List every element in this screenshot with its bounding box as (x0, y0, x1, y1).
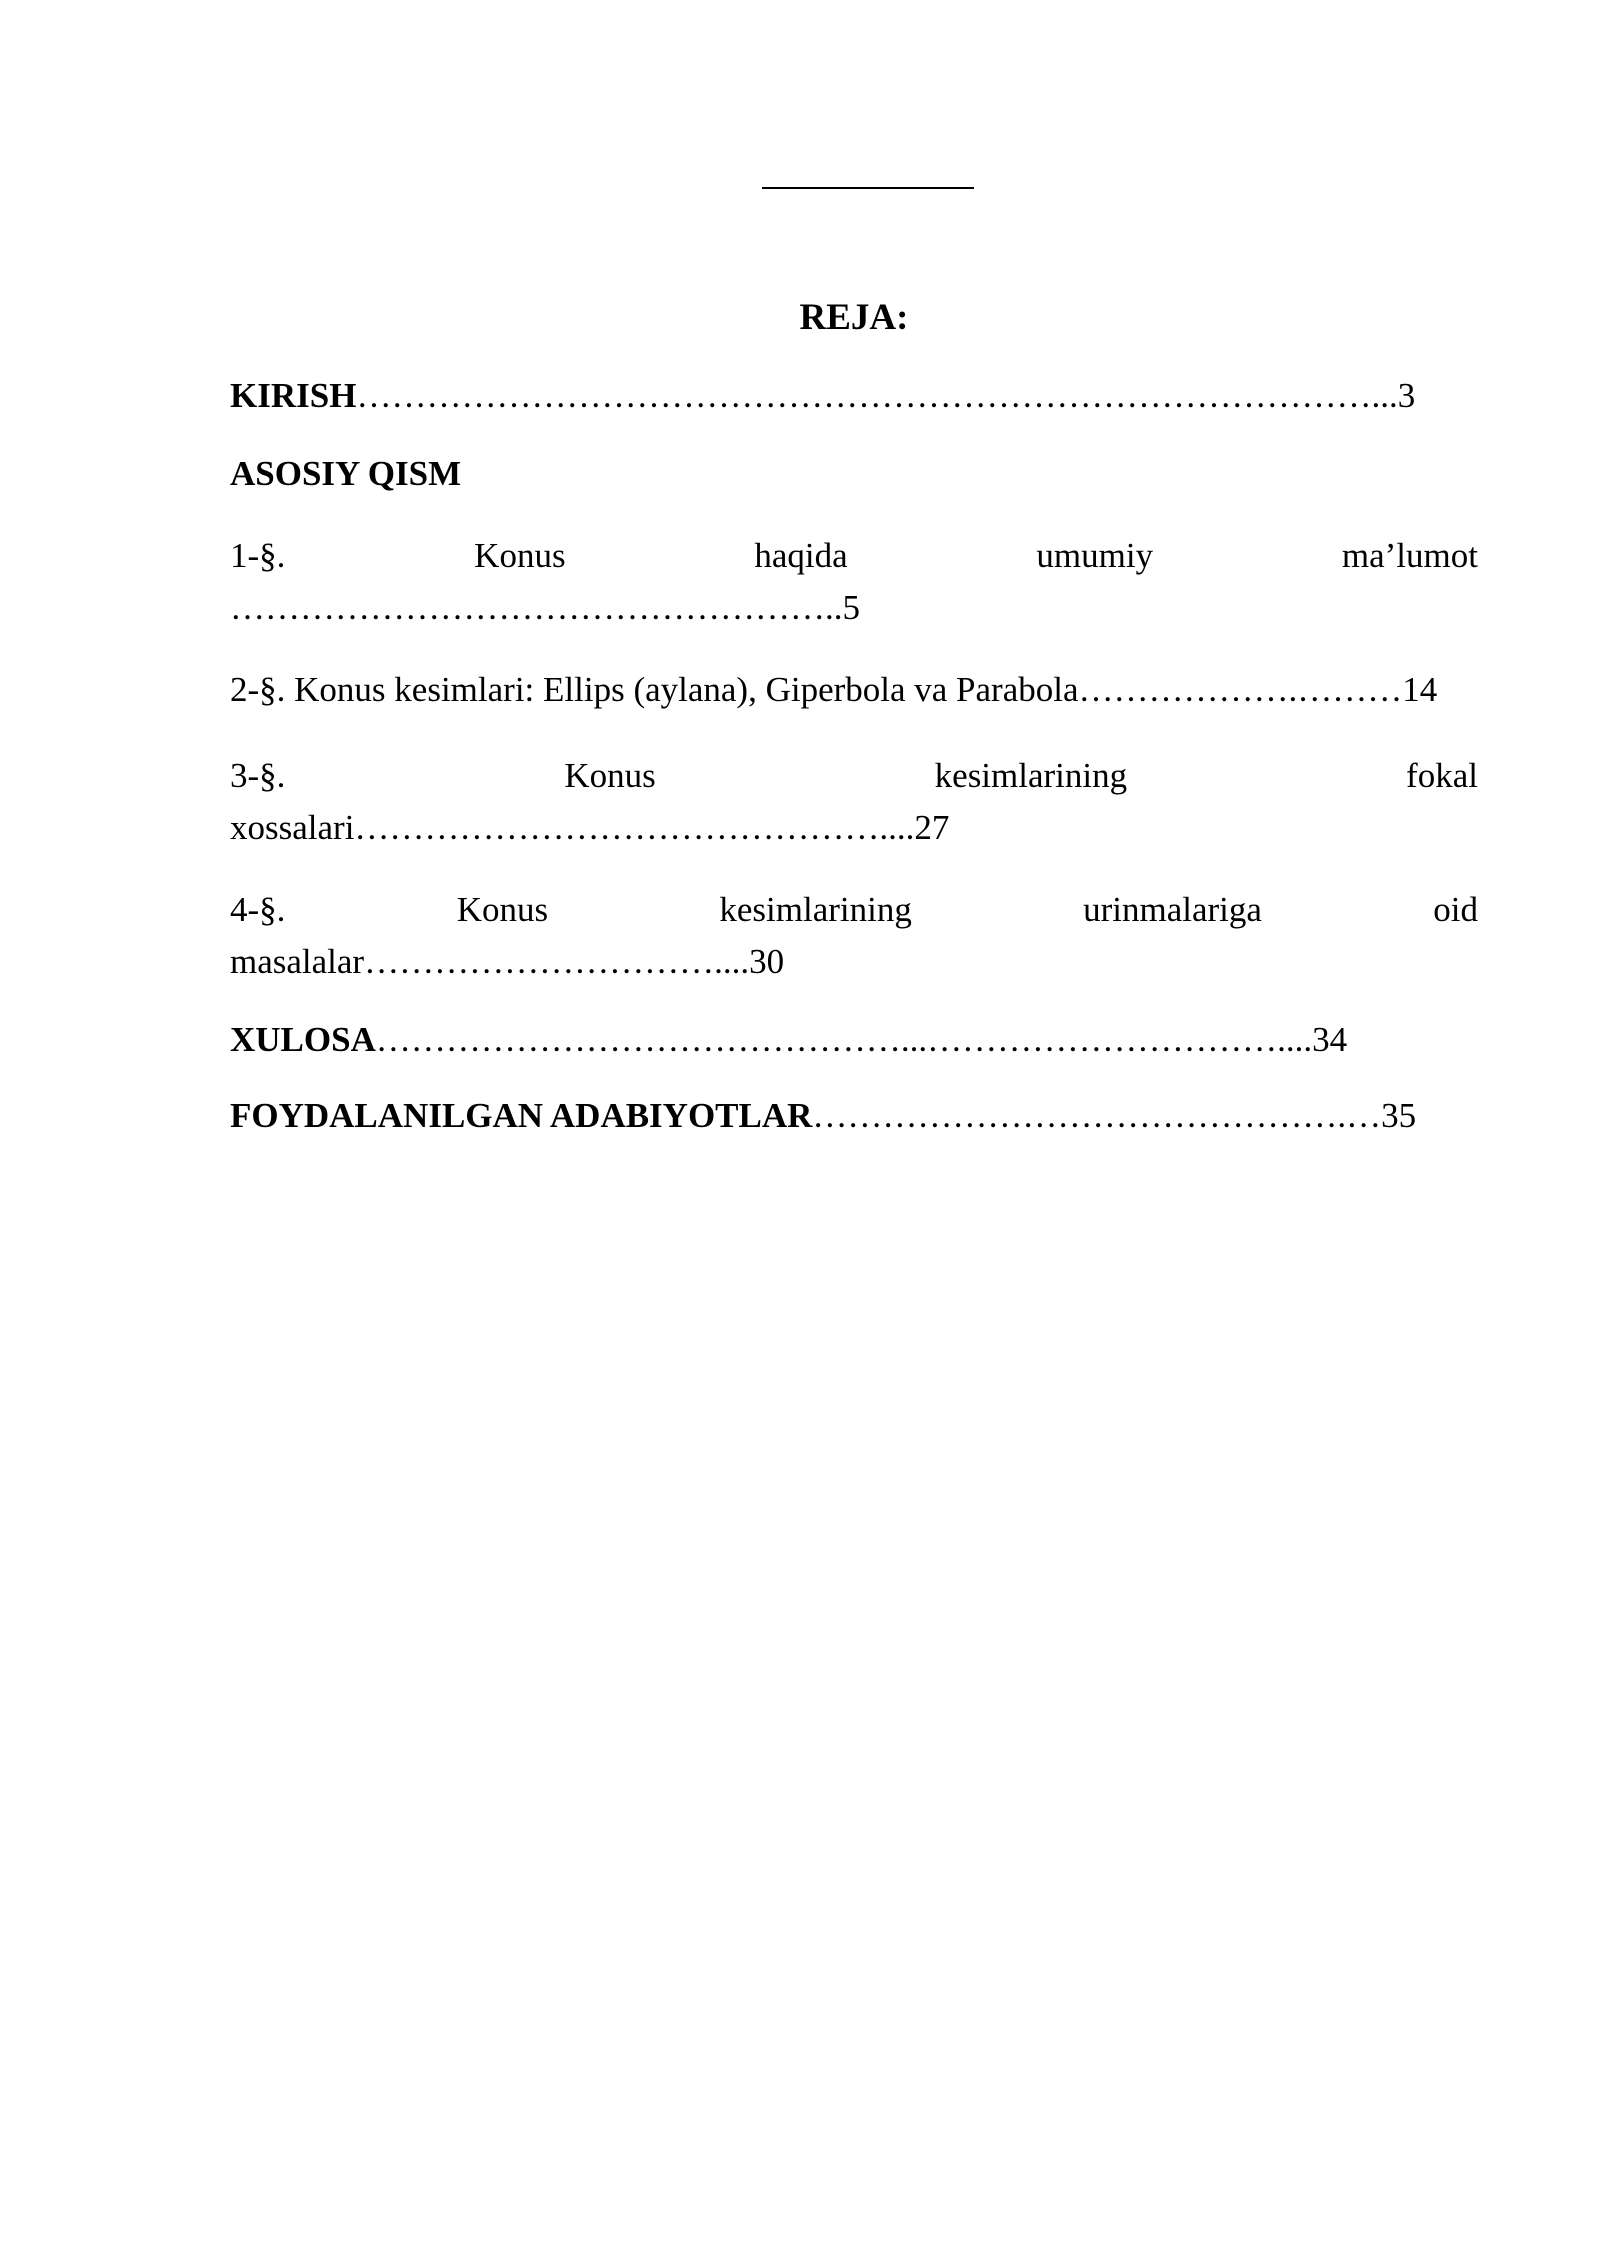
toc-dots: ………………………………………...………………………….... (375, 1020, 1313, 1059)
toc-page-number: 14 (1402, 670, 1438, 709)
toc-word: Konus (564, 756, 656, 795)
toc-entry-section-1 (230, 530, 1478, 582)
toc-section-text: xossalari (230, 808, 355, 847)
plan-title: REJA: (799, 297, 909, 338)
toc-entry-section-3 (230, 750, 1478, 802)
toc-word: umumiy (1036, 536, 1154, 575)
toc-page-number: 3 (1397, 376, 1416, 415)
toc-entry-section-2 (230, 664, 1478, 716)
toc-word: oid (1433, 890, 1478, 929)
toc-dots: ………………………….... (364, 942, 750, 981)
top-horizontal-rule (762, 187, 974, 189)
toc-entry-xulosa (230, 1014, 1478, 1066)
toc-section-text: masalalar (230, 942, 365, 981)
toc-entry-section-3-continuation (230, 802, 1478, 854)
toc-word: Konus (456, 890, 549, 929)
toc-word: haqida (754, 536, 848, 575)
toc-dots: …………………………………………….. (230, 588, 843, 627)
toc-word: urinmalariga (1083, 890, 1262, 929)
toc-dots: ……………………………………….… (812, 1096, 1382, 1135)
toc-page-number: 5 (842, 588, 860, 627)
toc-page-number: 34 (1312, 1020, 1348, 1059)
toc-word: 4-§. (230, 890, 286, 929)
toc-label-references: FOYDALANILGAN ADABIYOTLAR (230, 1096, 813, 1135)
toc-page-number: 27 (914, 808, 950, 847)
toc-dots: ……………………………………….... (354, 808, 915, 847)
toc-word: 1-§. (230, 536, 286, 575)
toc-label-kirish: KIRISH (230, 376, 357, 415)
toc-word: ma’lumot (1341, 536, 1478, 575)
toc-word: fokal (1406, 756, 1478, 795)
toc-page-number: 35 (1381, 1096, 1417, 1135)
toc-entry-section-4-continuation (230, 936, 1478, 988)
toc-entry-kirish (230, 370, 1478, 422)
toc-section-text: 2-§. Konus kesimlari: Ellips (aylana), Giperbola va Parabola (230, 670, 1079, 709)
toc-word: Konus (474, 536, 566, 575)
toc-dots: ……………………………………………………………………………... (356, 376, 1398, 415)
toc-word: kesimlarining (719, 890, 912, 929)
toc-dots: ……………….……… (1078, 670, 1403, 709)
toc-page-number: 30 (749, 942, 785, 981)
toc-label-xulosa: XULOSA (230, 1020, 376, 1059)
toc-entry-section-4 (230, 884, 1478, 936)
toc-word: kesimlarining (934, 756, 1128, 795)
toc-heading-asosiy-qism: ASOSIY QISM (230, 454, 462, 493)
toc-entry-section-1-continuation (230, 582, 1478, 634)
toc-word: 3-§. (230, 756, 286, 795)
toc-entry-references (230, 1090, 1478, 1142)
